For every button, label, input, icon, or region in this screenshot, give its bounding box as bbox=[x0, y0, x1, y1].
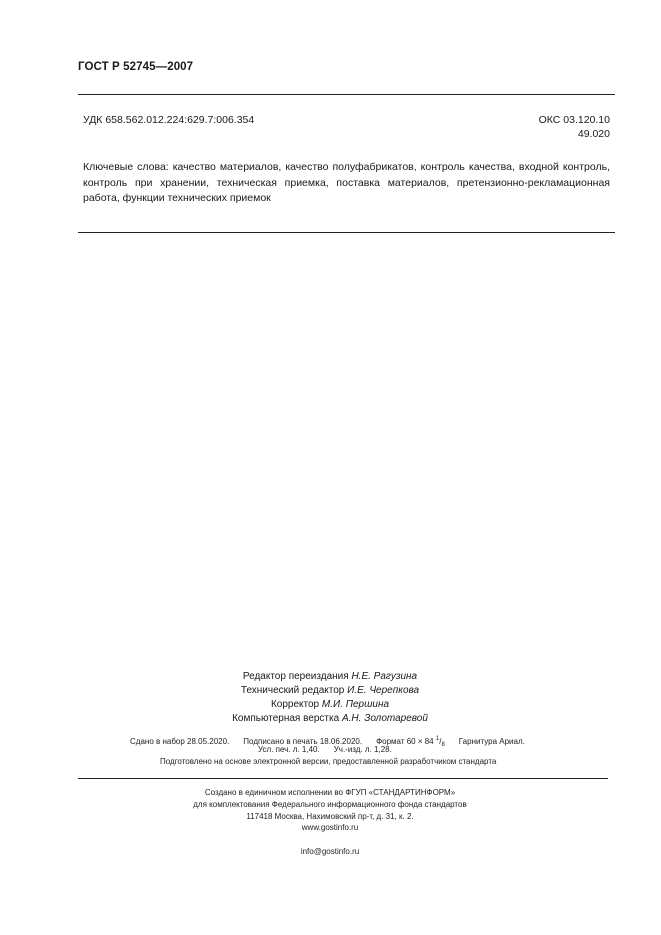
publisher-line-2: для комплектования Федерального информационного фонда стандартов bbox=[193, 799, 467, 809]
editor-layout bbox=[200, 712, 460, 726]
imprint-line-2 bbox=[258, 745, 392, 754]
editors-block bbox=[200, 670, 460, 726]
imprint-typeface: Гарнитура Ариал. bbox=[458, 737, 525, 746]
standard-number: ГОСТ Р 52745—2007 bbox=[78, 61, 194, 73]
imprint-print-sheets: Усл. печ. л. 1,40. bbox=[258, 745, 320, 754]
publisher-block bbox=[150, 787, 510, 858]
publisher-contacts bbox=[150, 822, 510, 857]
editor-layout-name: А.Н. Золотаревой bbox=[341, 713, 428, 724]
imprint-publisher-sheets: Уч.-изд. л. 1,28. bbox=[333, 745, 392, 754]
editor-corrector-name: М.И. Першина bbox=[321, 699, 390, 710]
imprint-submitted: Сдано в набор 28.05.2020. bbox=[130, 737, 230, 746]
imprint-signed: Подписано в печать 18.06.2020. bbox=[243, 737, 363, 746]
publisher-line-1: Создано в единичном исполнении во ФГУП «СТАНДАРТИНФОРМ» bbox=[204, 788, 456, 797]
imprint-format-den: 8 bbox=[441, 742, 445, 748]
editor-corrector-label: Корректор bbox=[270, 699, 320, 710]
editor-layout-label: Компьютерная верстка bbox=[232, 713, 340, 724]
editor-reissue-name: Н.Е. Рагузина bbox=[351, 671, 418, 682]
keywords-paragraph: Ключевые слова: качество материалов, качество полуфабрикатов, контроль качества, входной контроль, контроль при хранении, техническая приемка, поставка материалов, претензионно-рекламационная работа, функции технических приемок bbox=[83, 161, 610, 204]
imprint-format-num: 1 bbox=[435, 736, 440, 742]
editor-technical-label: Технический редактор bbox=[240, 685, 345, 696]
udk-code: УДК 658.562.012.224:629.7:006.354 bbox=[83, 114, 255, 126]
header-divider bbox=[78, 94, 615, 95]
editor-corrector bbox=[200, 698, 460, 712]
editor-technical bbox=[200, 684, 460, 698]
publisher-address: 117418 Москва, Нахимовский пр-т, д. 31, к. 2. bbox=[246, 811, 414, 821]
oks-code-1: ОКС 03.120.10 bbox=[538, 114, 610, 126]
editor-reissue bbox=[200, 670, 460, 684]
editor-technical-name: И.Е. Черепкова bbox=[347, 685, 420, 696]
imprint-format: Формат 60 × 84 $^1/_8$ bbox=[376, 736, 445, 748]
publisher-email-link[interactable]: info@gostinfo.ru bbox=[300, 846, 360, 856]
imprint-prepared-note: Подготовлено на основе электронной версии, предоставленной разработчиком стандарта bbox=[160, 757, 497, 766]
publisher-divider bbox=[78, 778, 608, 779]
imprint-format-prefix: Формат 60 × 84 bbox=[376, 737, 434, 746]
editor-reissue-label: Редактор переиздания bbox=[242, 671, 349, 682]
publisher-website-link[interactable]: www.gostinfo.ru bbox=[301, 823, 359, 833]
keywords-divider bbox=[78, 232, 615, 233]
oks-codes bbox=[539, 114, 610, 141]
oks-code-2: 49.020 bbox=[577, 127, 610, 140]
